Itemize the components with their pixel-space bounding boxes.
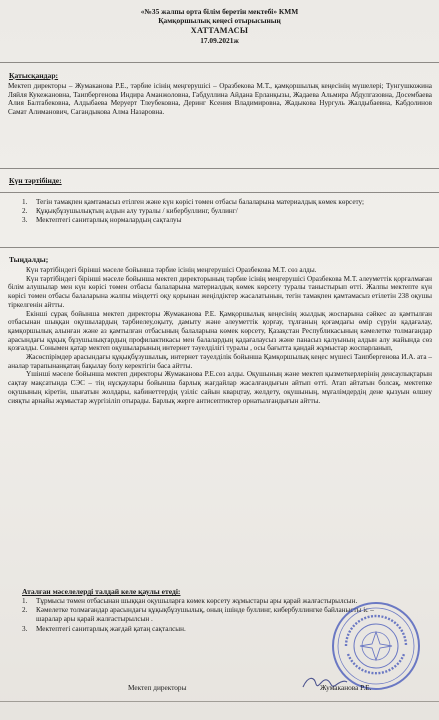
paragraph: Үшінші мәселе бойынша мектеп директоры Жумаканова Р.Е.сөз алды. Оқушының және мектеп қызметкерлерінің денсаулықтарын сақтау мақсатында СЭС – тің нұсқаулары бойынша барлық жағдайлар жасалғандығын айтып өтті. Атап айтатын болсақ, мектепке оқушының кіретін, шығатын жолдары, кабинеттердің үзіліс сайын кварцтау, желдету, оқушының, мұғалімдердің дене қызуын өлшеу сияқты арнайы жұмыстар жүргізіліп отырады. Барлық жерге антисептиктер орнатылғандығын айтты. bbox=[8, 370, 432, 405]
paragraph: Жасөспірімдер арасындағы құқықбұзушылық, интернет тәуелділік бойынша Қамқоршылық кеңес мүшесі Таипбергенова И.А. ата –аналар тарапынанқатаң бақылау болу керектігін баса айтты. bbox=[8, 353, 432, 370]
document-date: 17.09.2021ж bbox=[200, 36, 239, 45]
heard-heading: Тыңдалды; bbox=[9, 255, 49, 264]
divider bbox=[0, 701, 439, 702]
school-name: «№35 жалпы орта білім беретін мектебі» КММ bbox=[140, 7, 299, 16]
attendees-text: Мектеп директоры – Жумаканова Р.Е., тәрбие ісінің меңгерушісі – Оразбекова М.Т., қамқоршылық кеңесінің мүшелері; Тунгушкожина Ляйля Кукежановна, Таипбергенова Индира Аманжоловна, Габдуллина Айдана Ерланқызы, Жадаева Альмира Абдулгазовна, Досембаева Алия Балтабековна, Алдыбаева Меруерт Тлеубековна, Деринг Ксения Владимировна, Жадыкова Нургуль Жалдыбаевна, Кабдолинов Самат Алиманович, Сагандыкова Алма Назаровна. bbox=[8, 82, 432, 117]
divider bbox=[0, 192, 439, 193]
agenda-list bbox=[22, 198, 427, 226]
paragraph: Күн тәртібіндегі бірінші мәселе бойынша тәрбие ісінің меңгерушісі Оразбекова М.Т. сөз алды. bbox=[26, 266, 317, 274]
paragraph: Екінші сұрақ бойынша мектеп директоры Жумаканова Р.Е. Қамқоршылық кеңесінің жылдық жоспарына сәйкес аз қамтылған отбасынан шыққан оқушылардың тәрбиелеу,оқыту, дамыту және әлеуметтік қорғау, тұлғаның қоғамдағы өмір сүруін қадағалау, қамқоршылық алынған және аз қамтылған отбасының балаларына көмек көрсету, Қазақстан Республикасының кәмелетке толмағандар арасындағы құқық бұзушылықтардың профилактикасы мен балалардың қадағалаусыз және панасыз қалуының алдын алу жайында сөз қозғалды. Сонымен қатар мектеп оқушыларының интернет тәуелділігі туралы , осы бағытта қандай жұмыстар жоспарланып, bbox=[8, 309, 432, 353]
list-item: 2. Құқықбұзушылықтың алдын алу туралы / кибербуллинг, буллинг/ bbox=[22, 207, 238, 216]
document-title: ХАТТАМАСЫ bbox=[190, 26, 249, 35]
list-item: 1. Тұрмысы төмен отбасынан шыққан оқушыларға көмек көрсету жұмыстары ары қарай жалғастырылсын. bbox=[22, 597, 358, 605]
list-item: 2. Кәмелетке толмағандар арасындағы құқықбұзушылық, оның ішінде буллинг, кибербуллингке байланысты іс –шаралар ары қарай жалғастырылсын . bbox=[22, 606, 374, 624]
decisions-heading: Аталған мәселелерді талдай келе қаулы етеді: bbox=[22, 587, 181, 596]
signatory-name: Жумаканова Р.Е. bbox=[320, 683, 372, 692]
divider bbox=[0, 168, 439, 169]
list-item: 3. Мектептегі санитарлық жағдай қатаң сақталсын. bbox=[22, 624, 186, 633]
signatory-role: Мектеп директоры bbox=[128, 683, 187, 692]
divider bbox=[0, 62, 439, 63]
heard-section bbox=[8, 266, 432, 405]
divider bbox=[0, 247, 439, 248]
list-item: 3. Мектептегі санитарлық нормалардың сақталуы bbox=[22, 216, 182, 225]
agenda-heading: Күн тәртібінде: bbox=[9, 176, 62, 185]
paragraph: Күн тәртібіндегі бірінші мәселе бойынша мектеп директорының тәрбие ісінің меңгерушісі Оразбекова М.Т. әлеуметтік қорғалмаған білім алушылар мен күн көрісі төмен отбасы балаларына материалдық көмек көрсету туралы таныстырып өтті. Жалпы мектепте күн көрісі төмен отбасы балаларына жалпы міндетті оқу қорынан жеңілдіктер жасалатынын, тегін тамақпен қамтамасыз етілетін 238 оқушы тіркелгенін айтты. bbox=[8, 274, 432, 309]
attendees-heading: Қатысқандар: bbox=[9, 71, 59, 80]
council-meeting-title: Қамқоршылық кеңесі отырысының bbox=[158, 16, 281, 25]
list-item: 1. Тегін тамақпен қамтамасыз етілген және күн көрісі төмен отбасы балаларына материалдық көмек көрсету; bbox=[22, 198, 365, 206]
